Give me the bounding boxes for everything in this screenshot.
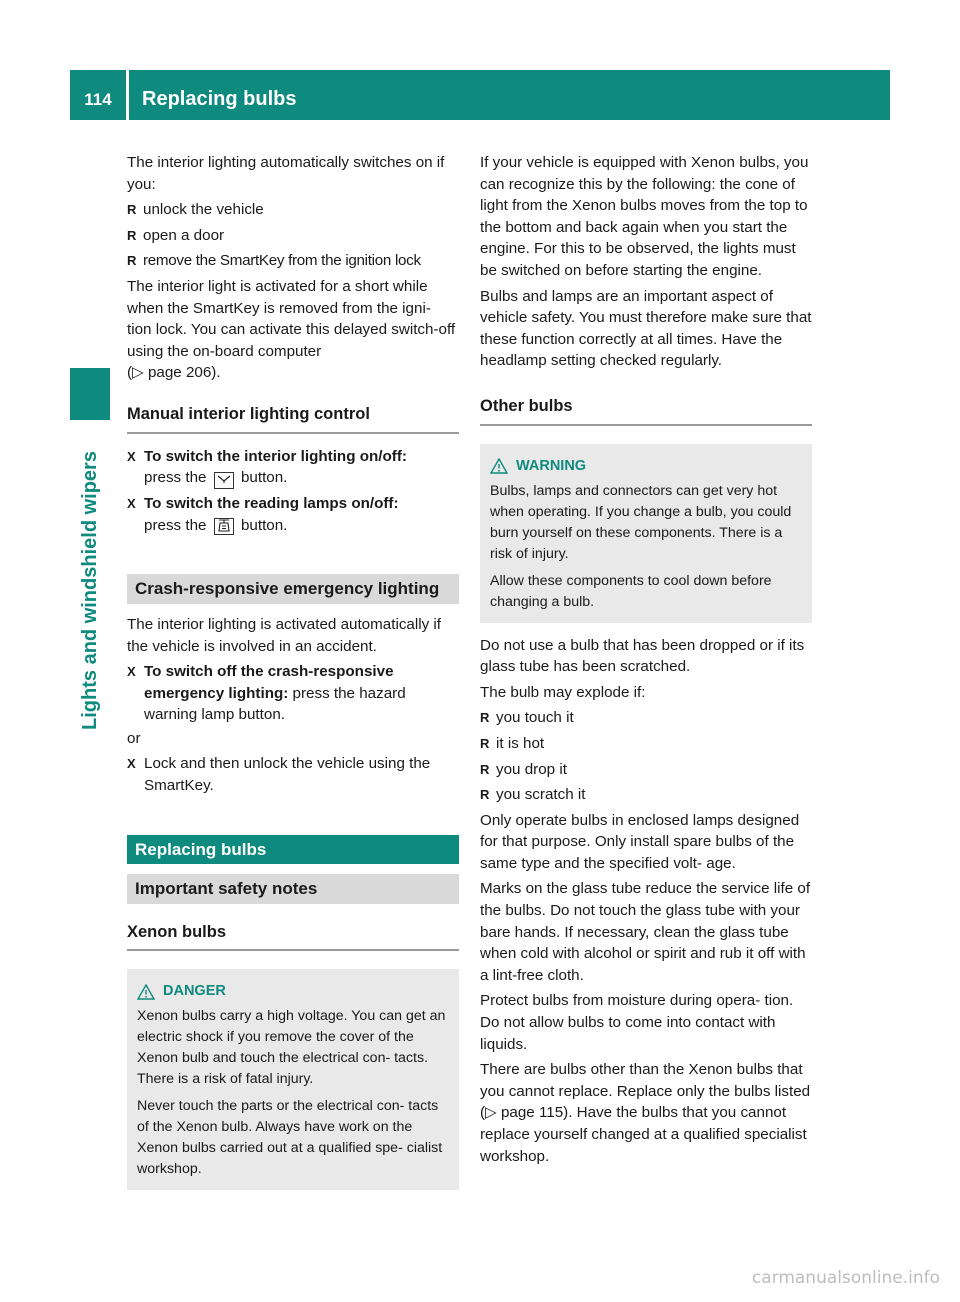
list-item: R open a door: [127, 225, 459, 247]
warning-notice: [480, 444, 812, 623]
danger-notice: [127, 969, 459, 1190]
section-heading-replacing: Replacing bulbs: [127, 835, 459, 865]
interior-light-icon: [214, 472, 234, 489]
side-tab-label: Lights and windshield wipers: [78, 450, 101, 730]
list-item: R it is hot: [480, 733, 812, 755]
body-text: Protect bulbs from moisture during opera- tion. Do not allow bulbs to come into contact with liquids.: [480, 992, 794, 1053]
list-item: R you touch it: [480, 707, 812, 729]
danger-label: DANGER: [163, 983, 226, 1000]
left-column: [127, 152, 459, 1202]
safety-text: Bulbs and lamps are an important aspect of vehicle safety. You must therefore make sure that these function correctly at all times. Have the headlamp setting checked regularly.: [480, 287, 812, 370]
danger-text: Xenon bulbs carry a high voltage. You can get an electric shock if you remove the cover of the Xenon bulb and touch the electrical con- tacts. There is a risk of fatal injury.: [137, 1008, 446, 1088]
step-item: X To switch off the crash-responsive emergency lighting: press the hazard warning lamp button.: [127, 661, 459, 726]
list-item: R you drop it: [480, 759, 812, 781]
body-text: Only operate bulbs in enclosed lamps designed for that purpose. Only install spare bulbs of the same type and the specified volt- age.: [480, 811, 800, 872]
warning-triangle-icon: [490, 458, 508, 474]
page-reference[interactable]: (▷ page 206).: [127, 364, 221, 382]
page-title: Replacing bulbs: [142, 88, 297, 110]
reading-lamp-icon: [214, 518, 234, 535]
delay-text: The interior light is activated for a short while when the SmartKey is removed from the igni- tion lock. You can activate this delayed switch-off using the on-board computer (▷ page 206).: [127, 277, 456, 382]
step-item: X To switch the reading lamps on/off: press the button.: [127, 493, 459, 536]
list-item: R unlock the vehicle: [127, 199, 459, 221]
body-text: The bulb may explode if:: [480, 683, 646, 701]
right-column: [480, 152, 812, 1171]
body-text: Do not use a bulb that has been dropped or if its glass tube has been scratched.: [480, 636, 805, 676]
crash-text: The interior lighting is activated automatically if the vehicle is involved in an accident.: [127, 615, 442, 655]
section-heading-xenon: Xenon bulbs: [127, 912, 459, 952]
step-item: X To switch the interior lighting on/off: press the button.: [127, 446, 459, 490]
side-tab: [70, 430, 110, 750]
page-number: 114: [84, 90, 112, 109]
body-text: There are bulbs other than the Xenon bulbs that you cannot replace. Replace only the bulbs listed (▷ page 115). Have the bulbs that you cannot replace yourself changed at a qualified specialist workshop.: [480, 1061, 811, 1165]
warning-label: WARNING: [516, 457, 587, 474]
step-item: X Lock and then unlock the vehicle using the SmartKey.: [127, 753, 459, 796]
side-marker: [70, 368, 110, 420]
header-divider: [126, 70, 129, 120]
page-reference[interactable]: (▷ page 115): [480, 1104, 569, 1122]
danger-text: Never touch the parts or the electrical con- tacts of the Xenon bulb. Always have work on the Xenon bulbs carried out at a qualified spe- cialist workshop.: [137, 1098, 443, 1178]
intro-text: The interior lighting automatically switches on if you:: [127, 154, 445, 193]
list-item: R remove the SmartKey from the ignition lock: [127, 250, 459, 272]
section-heading-crash: Crash-responsive emergency lighting: [127, 574, 459, 604]
section-heading-safety: Important safety notes: [127, 874, 459, 904]
section-heading-other: Other bulbs: [480, 386, 812, 426]
warning-text: Bulbs, lamps and connectors can get very hot when operating. If you change a bulb, you could burn yourself on these components. There is a risk of injury.: [490, 482, 792, 562]
warning-text: Allow these components to cool down before changing a bulb.: [490, 572, 772, 610]
warning-triangle-icon: [137, 984, 155, 1000]
or-text: or: [127, 729, 141, 747]
body-text: Marks on the glass tube reduce the service life of the bulbs. Do not touch the glass tube with your bare hands. If necessary, clean the glass tube when cold with alcohol or spirit and rub it off with a lint-free cloth.: [480, 880, 811, 984]
watermark: carmanualsonline.info: [751, 1268, 940, 1288]
xenon-recognize-text: If your vehicle is equipped with Xenon bulbs, you can recognize this by the following: the cone of light from the Xenon bulbs moves from the top to the bottom and back again when you start the engine. For this to be observed, the lights must be switched on before starting the engine.: [480, 154, 809, 279]
list-item: R you scratch it: [480, 784, 812, 806]
section-heading-manual: Manual interior lighting control: [127, 394, 459, 434]
